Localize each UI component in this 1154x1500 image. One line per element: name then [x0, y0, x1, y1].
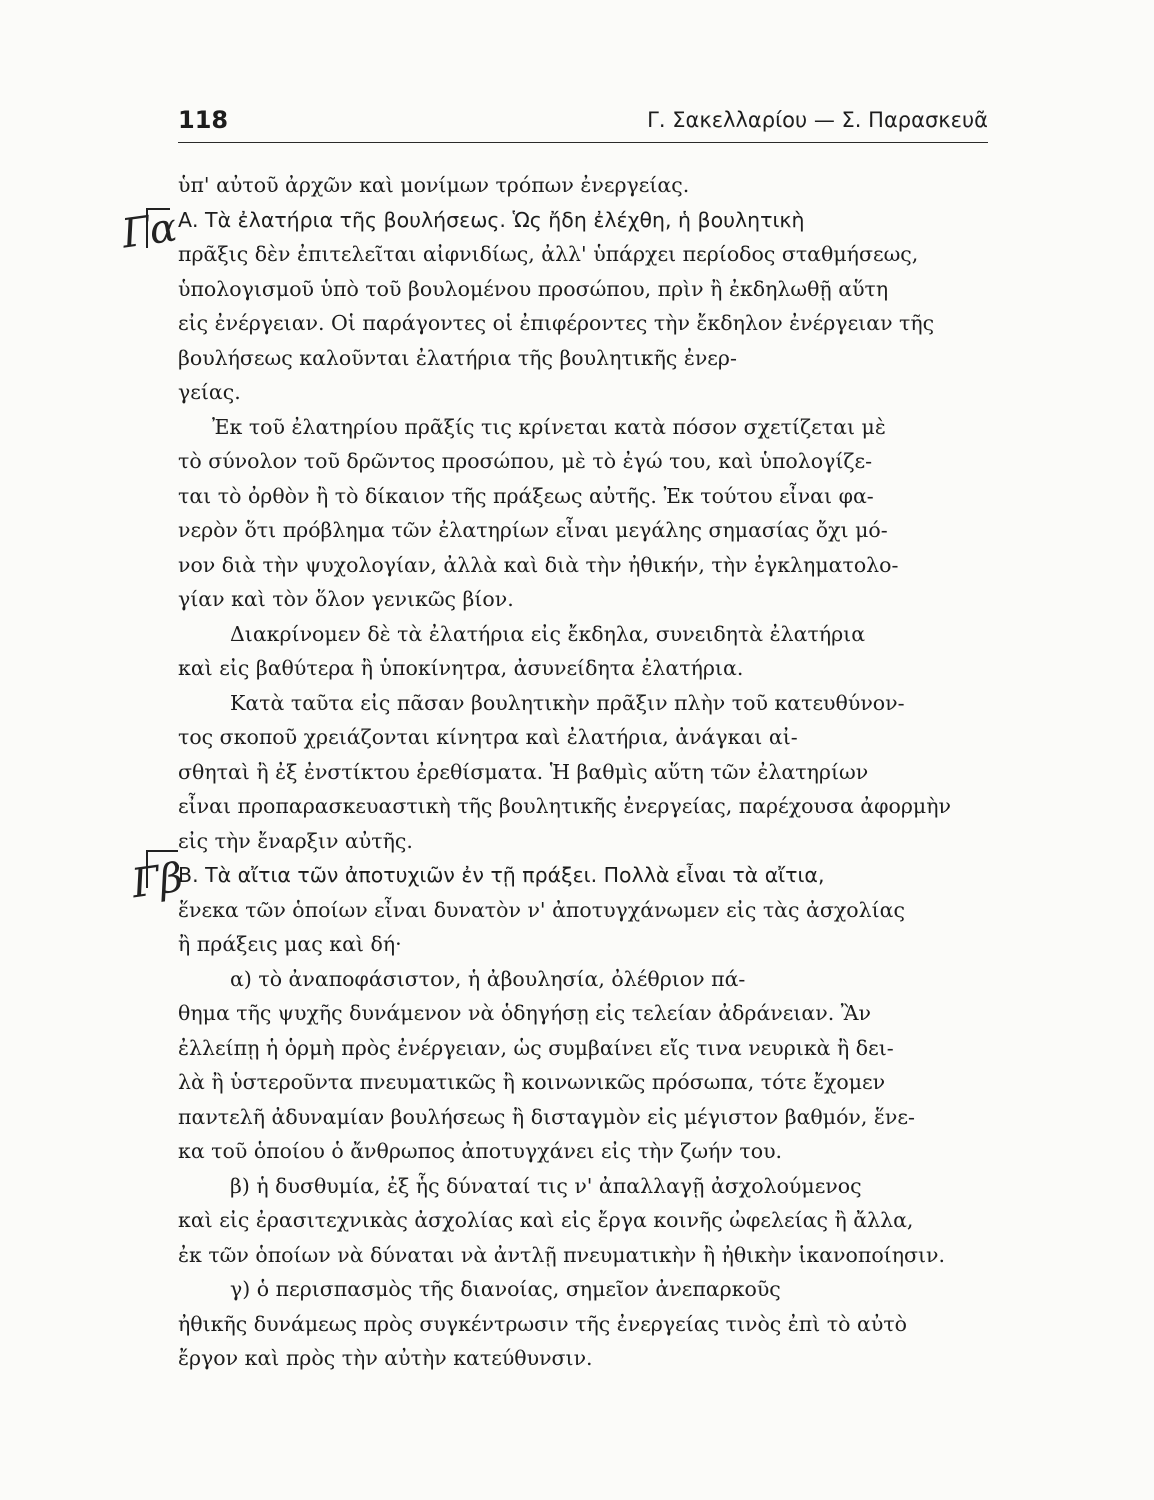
text-line: Διακρίνομεν δὲ τὰ ἐλατήρια εἰς ἔκδηλα, συνειδητὰ ἐλατήρια [230, 621, 866, 646]
text-line: καὶ εἰς ἐρασιτεχνικὰς ἀσχολίας καὶ εἰς ἔργα κοινῆς ὠφελείας ἢ ἄλλα, [178, 1208, 914, 1232]
text-line: θημα τῆς ψυχῆς δυνάμενον νὰ ὁδηγήσῃ εἰς τελείαν ἀδράνειαν. Ἂν [178, 1001, 872, 1025]
body-text [178, 168, 988, 1376]
margin-note-b: Γβ [129, 854, 186, 908]
text-line: γείας. [178, 380, 241, 404]
text-line: ται τὸ ὀρθὸν ἢ τὸ δίκαιον τῆς πράξεως αὐτῆς. Ἐκ τούτου εἶναι φα- [178, 483, 874, 508]
text-line: λὰ ἢ ὑστεροῦντα πνευματικῶς ἢ κοινωνικῶς πρόσωπα, τότε ἔχομεν [178, 1070, 886, 1094]
page-number: 118 [178, 106, 229, 134]
section-heading-a: Α. Τὰ ἐλατήρια τῆς βουλήσεως. Ὡς ἤδη ἐλέχθη, ἡ βουλητικὴ [178, 207, 805, 232]
section-heading-b: Β. Τὰ αἴτια τῶν ἀποτυχιῶν ἐν τῇ πράξει. Πολλὰ εἶναι τὰ αἴτια, [178, 863, 825, 887]
text-line: κα τοῦ ὁποίου ὁ ἄνθρωπος ἀποτυγχάνει εἰς τὴν ζωήν του. [178, 1139, 783, 1163]
text-line: σθηταὶ ἢ ἐξ ἐνστίκτου ἐρεθίσματα. Ἡ βαθμὶς αὕτη τῶν ἐλατηρίων [178, 759, 869, 784]
text-line: παντελῆ ἀδυναμίαν βουλήσεως ἢ δισταγμὸν εἰς μέγιστον βαθμόν, ἕνε- [178, 1104, 915, 1129]
text-line: εἰς τὴν ἔναρξιν αὐτῆς. [178, 828, 413, 853]
text-line: τὸ σύνολον τοῦ δρῶντος προσώπου, μὲ τὸ ἐγώ του, καὶ ὑπολογίζε- [178, 449, 873, 473]
text-line: ἐκ τῶν ὁποίων νὰ δύναται νὰ ἀντλῇ πνευματικὴν ἢ ἠθικὴν ἱκανοποίησιν. [178, 1242, 945, 1267]
text-line: νερὸν ὅτι πρόβλημα τῶν ἐλατηρίων εἶναι μεγάλης σημασίας ὄχι μό- [178, 518, 888, 542]
text-line: Ἐκ τοῦ ἐλατηρίου πρᾶξίς τις κρίνεται κατὰ πόσον σχετίζεται μὲ [212, 414, 886, 439]
text-line: βουλήσεως καλοῦνται ἐλατήρια τῆς βουλητικῆς ἐνερ- [178, 345, 737, 370]
text-line: καὶ εἰς βαθύτερα ἢ ὑποκίνητρα, ἀσυνείδητα ἐλατήρια. [178, 656, 744, 680]
page-header [178, 106, 988, 143]
text-line: Κατὰ ταῦτα εἰς πᾶσαν βουλητικὴν πρᾶξιν πλὴν τοῦ κατευθύνον- [230, 690, 905, 715]
text-line: ἕνεκα τῶν ὁποίων εἶναι δυνατὸν ν' ἀποτυγχάνωμεν εἰς τὰς ἀσχολίας [178, 897, 905, 922]
text-line: ὑπ' αὐτοῦ ἀρχῶν καὶ μονίμων τρόπων ἐνεργείας. [178, 173, 690, 197]
running-head: Γ. Σακελλαρίου — Σ. Παρασκευᾶ [647, 108, 988, 132]
text-line: γ) ὁ περισπασμὸς τῆς διανοίας, σημεῖον ἀνεπαρκοῦς [230, 1277, 781, 1301]
text-line: ἢ πράξεις μας καὶ δή· [178, 932, 402, 956]
text-line: ὑπολογισμοῦ ὑπὸ τοῦ βουλομένου προσώπου, πρὶν ἢ ἐκδηλωθῇ αὕτη [178, 276, 889, 301]
text-line: εἶναι προπαρασκευαστικὴ τῆς βουλητικῆς ἐνεργείας, παρέχουσα ἀφορμὴν [178, 794, 951, 818]
text-line: α) τὸ ἀναποφάσιστον, ἡ ἀβουλησία, ὀλέθριον πά- [230, 966, 746, 991]
text-line: ἔργον καὶ πρὸς τὴν αὐτὴν κατεύθυνσιν. [178, 1346, 593, 1370]
margin-note-a: Γα [119, 204, 180, 258]
text-line: β) ἡ δυσθυμία, ἐξ ἧς δύναταί τις ν' ἀπαλλαγῇ ἀσχολούμενος [230, 1173, 862, 1198]
text-line: γίαν καὶ τὸν ὅλον γενικῶς βίον. [178, 587, 514, 611]
text-line: νον διὰ τὴν ψυχολογίαν, ἀλλὰ καὶ διὰ τὴν ἠθικήν, τὴν ἐγκληματολο- [178, 552, 899, 577]
text-line: ἠθικῆς δυνάμεως πρὸς συγκέντρωσιν τῆς ἐνεργείας τινὸς ἐπὶ τὸ αὐτὸ [178, 1311, 908, 1336]
text-line: πρᾶξις δὲν ἐπιτελεῖται αἰφνιδίως, ἀλλ' ὑπάρχει περίοδος σταθμήσεως, [178, 242, 919, 266]
text-line: εἰς ἐνέργειαν. Οἱ παράγοντες οἱ ἐπιφέροντες τὴν ἔκδηλον ἐνέργειαν τῆς [178, 311, 935, 335]
text-line: τος σκοποῦ χρειάζονται κίνητρα καὶ ἐλατήρια, ἀνάγκαι αἰ- [178, 725, 798, 749]
text-line: ἐλλείπῃ ἡ ὁρμὴ πρὸς ἐνέργειαν, ὡς συμβαίνει εἴς τινα νευρικὰ ἢ δει- [178, 1035, 894, 1060]
